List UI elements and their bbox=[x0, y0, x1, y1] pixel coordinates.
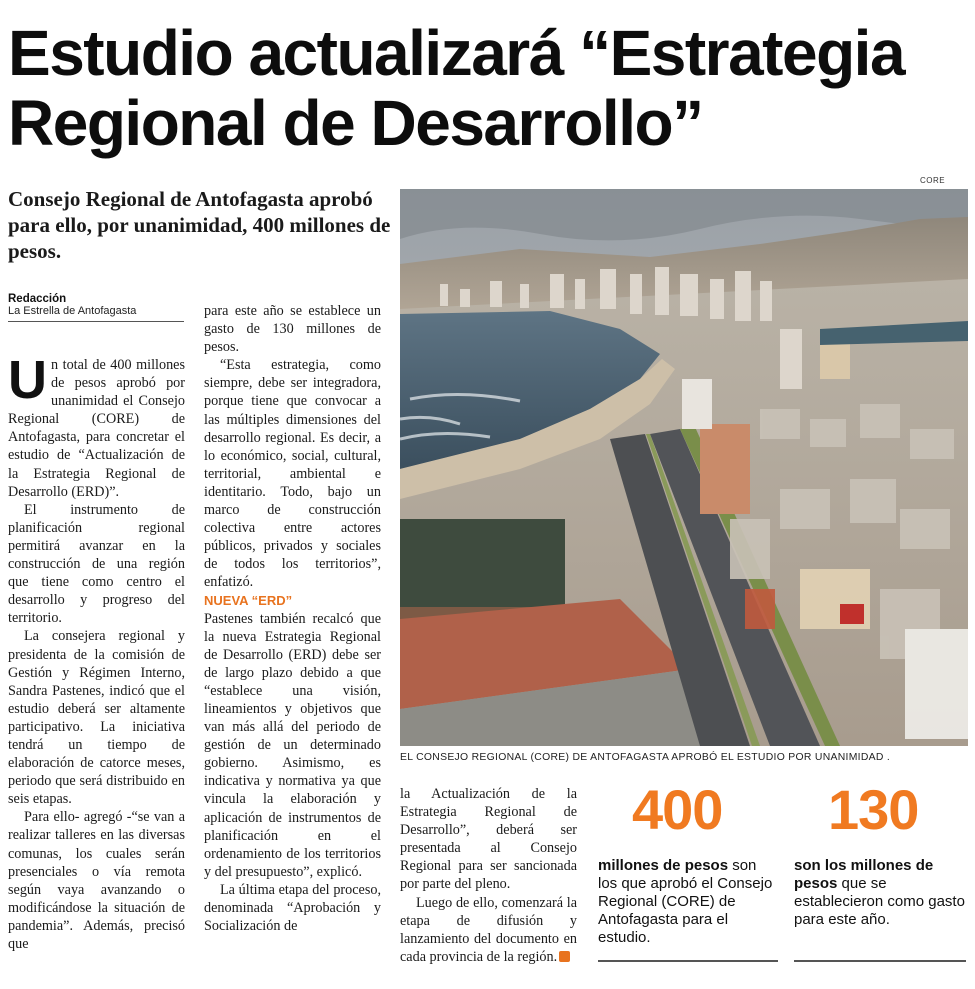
article-paragraph-7: Pastenes también recalcó que la nueva Estrategia Regional de Desarrollo (ERD) debe ser de largo plazo debido a que “establece una visión, lineamientos y objetivos que van más allá del periodo de gestión de un determinado gobierno. Asimismo, es indicativa y normativa ya que vincula la elaboración y aplicación de instrumentos de planificación en el ordenamiento de los territorios y del presupuesto”, explicó. bbox=[204, 610, 381, 880]
article-paragraph-9: la Actualización de la Estrategia Regional de Desarrollo”, deberá ser presentada al Consejo Regional para ser sancionada por parte del pleno. bbox=[400, 786, 577, 893]
stat-description-130: son los millones de pesos que se establecieron como gasto para este año. bbox=[794, 857, 965, 928]
article-paragraph-2: El instrumento de planificación regional permitirá avanzar en la construcción de una región que tiene como centro el desarrollo y progreso del territorio. bbox=[8, 501, 185, 627]
byline-publication: La Estrella de Antofagasta bbox=[8, 305, 137, 317]
section-heading: NUEVA “ERD” bbox=[204, 592, 293, 608]
stat-divider bbox=[598, 960, 778, 962]
article-paragraph-6: “Esta estrategia, como siempre, debe ser integradora, porque tiene que convocar a las múltiples dimensiones del desarrollo regional. Es decir, a lo económico, social, cultural, territorial, ambiental e identitario. Todo, bajo un marco de construcción colectiva entre actores públicos, privados y sociales de todos los territorios”, enfatizó. bbox=[204, 357, 381, 591]
article-paragraph-8: La última etapa del proceso, denominada “Aprobación y Socialización de bbox=[204, 881, 381, 935]
article-column-2 bbox=[204, 302, 381, 935]
article-paragraph-10: Luego de ello, comenzará la etapa de difusión y lanzamiento del documento en cada provincia de la región. bbox=[400, 894, 577, 965]
byline bbox=[8, 293, 184, 322]
stat-divider bbox=[794, 960, 966, 962]
article-paragraph-5: para este año se establece un gasto de 130 millones de pesos. bbox=[204, 303, 381, 356]
photo-credit: CORE bbox=[920, 176, 946, 185]
article-column-3 bbox=[400, 785, 577, 966]
end-mark-icon bbox=[559, 951, 570, 962]
article-paragraph-3: La consejera regional y presidenta de la comisión de Gestión y Régimen Interno, Sandra Pastenes, indicó que el estudio deberá ser altamente participativo. La iniciativa tendrá un tiempo de elaboración de catorce meses, periodo que será distribuido en seis etapas. bbox=[8, 628, 185, 808]
city-aerial-photo bbox=[400, 189, 968, 746]
stat-number-130: 130 bbox=[828, 778, 919, 841]
stat-number-400: 400 bbox=[632, 778, 723, 841]
byline-author: Redacción bbox=[8, 293, 67, 305]
article-paragraph-4: Para ello- agregó -“se van a realizar talleres en las diversas comunas, los cuales serán presenciales o vía remota según vaya avanzando o modificándose la situación de pandemia”. Además, precisó que bbox=[8, 809, 185, 952]
headline: Estudio actualizará “Estrategia Regional de Desarrollo” bbox=[8, 17, 905, 159]
drop-cap: U bbox=[8, 350, 47, 410]
stat-description-400: millones de pesos son los que aprobó el Consejo Regional (CORE) de Antofagasta para el estudio. bbox=[598, 857, 773, 946]
subheadline: Consejo Regional de Antofagasta aprobó para ello, por unanimidad, 400 millones de pesos. bbox=[8, 187, 391, 263]
article-column-1 bbox=[8, 350, 185, 953]
article-paragraph-1: Un total de 400 millones de pesos aprobó por unanimidad el Consejo Regional (CORE) de Antofagasta, para concretar el estudio de “Actualización de la Estrategia Regional de Desarrollo (ERD)”. bbox=[8, 350, 185, 500]
photo-caption: EL CONSEJO REGIONAL (CORE) DE ANTOFAGASTA APROBÓ EL ESTUDIO POR UNANIMIDAD . bbox=[400, 752, 891, 763]
